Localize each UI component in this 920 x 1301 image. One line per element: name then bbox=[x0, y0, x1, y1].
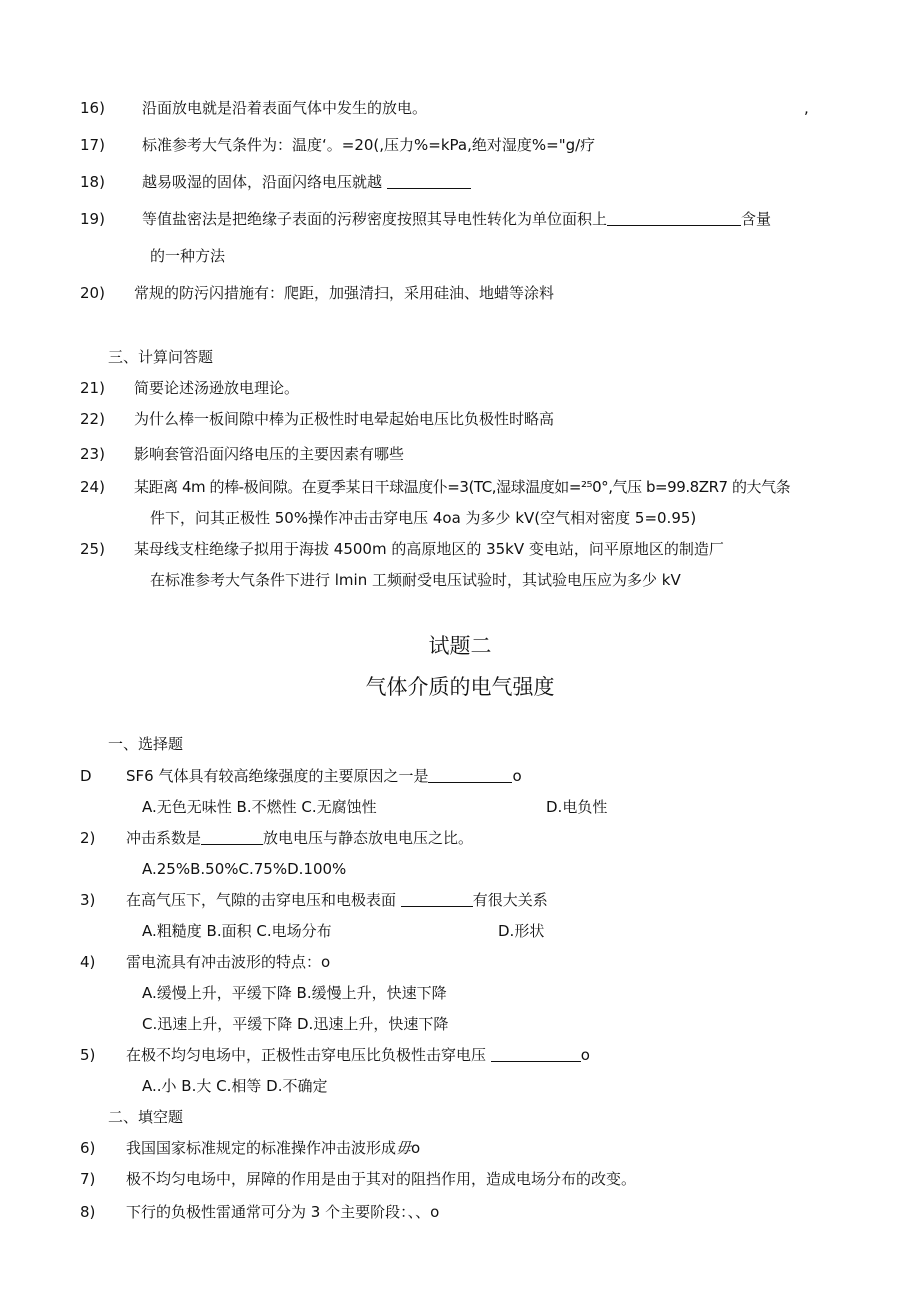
question-number: 7) bbox=[80, 1170, 96, 1188]
question-number: 16) bbox=[80, 99, 105, 117]
answer-blank bbox=[607, 211, 741, 226]
answer-blank bbox=[201, 830, 263, 845]
question-continuation: 件下，问其正极性 50%操作冲击击穿电压 4oa 为多少 kV(空气相对密度 5=0.95) bbox=[150, 509, 697, 527]
italic-glyph: 毋 bbox=[396, 1139, 412, 1157]
question-stem-end: o bbox=[411, 1139, 421, 1157]
question-text: 常规的防污闪措施有：爬距，加强清扫，采用硅油、地蜡等涂料 bbox=[134, 284, 555, 302]
question-stem: 在极不均匀电场中，正极性击穿电压比负极性击穿电压 bbox=[126, 1046, 487, 1064]
question-continuation: 在标准参考大气条件下进行 lmin 工频耐受电压试验时，其试验电压应为多少 kV bbox=[150, 571, 681, 589]
answer-option-d: D.形状 bbox=[498, 922, 545, 940]
question-stem: SF6 气体具有较高绝缘强度的主要原因之一是 bbox=[126, 767, 429, 785]
question-number: 22) bbox=[80, 410, 105, 428]
answer-options: A..小 B.大 C.相等 D.不确定 bbox=[142, 1077, 328, 1095]
question-text: 标准参考大气条件为：温度‘。=20(,压力%=kPa,绝对湿度%="g∕疗 bbox=[142, 136, 596, 154]
question-text bbox=[142, 209, 771, 229]
answer-options: A.粗糙度 B.面积 C.电场分布 bbox=[142, 922, 332, 940]
answer-options: C.迅速上升，平缓下降 D.迅速上升，快速下降 bbox=[142, 1015, 449, 1033]
stray-mark: , bbox=[804, 99, 809, 117]
section-heading: 二、填空题 bbox=[108, 1108, 184, 1126]
question-number: 6) bbox=[80, 1139, 96, 1157]
answer-options: A.无色无味性 B.不燃性 C.无腐蚀性 bbox=[142, 798, 377, 816]
answer-options: A.缓慢上升，平缓下降 B.缓慢上升，快速下降 bbox=[142, 984, 447, 1002]
question-stem-end: 有很大关系 bbox=[472, 891, 548, 909]
question-text: 某距离 4m 的棒-极间隙。在夏季某日干球温度仆=3(TC,湿球温度如=²⁵0°,气压 b=99.8ZR7 的大气条 bbox=[134, 478, 791, 496]
question-text: 沿面放电就是沿着表面气体中发生的放电。 bbox=[142, 99, 428, 117]
question-number: 17) bbox=[80, 136, 105, 154]
question-stem-end: o bbox=[512, 767, 522, 785]
question-number: 5) bbox=[80, 1046, 96, 1064]
question-number: 23) bbox=[80, 445, 105, 463]
question-text: 极不均匀电场中，屏障的作用是由于其对的阻挡作用，造成电场分布的改变。 bbox=[126, 1170, 637, 1188]
question-text: 雷电流具有冲击波形的特点：o bbox=[126, 953, 331, 971]
question-stem: 冲击系数是 bbox=[126, 829, 202, 847]
question-number: 2) bbox=[80, 829, 96, 847]
question-text bbox=[126, 1138, 420, 1158]
question-stem: 在高气压下，气隙的击穿电压和电极表面 bbox=[126, 891, 397, 909]
answer-blank bbox=[428, 768, 512, 783]
question-text: 简要论述汤逊放电理论。 bbox=[134, 379, 300, 397]
question-number: 24) bbox=[80, 478, 105, 496]
question-number: 4) bbox=[80, 953, 96, 971]
question-number: 18) bbox=[80, 173, 105, 191]
question-text: 下行的负极性雷通常可分为 3 个主要阶段：、、o bbox=[126, 1203, 440, 1221]
section-heading: 三、计算问答题 bbox=[108, 348, 214, 366]
question-text bbox=[126, 1045, 590, 1065]
question-number: 8) bbox=[80, 1203, 96, 1221]
question-number: 21) bbox=[80, 379, 105, 397]
question-text: 影响套管沿面闪络电压的主要因素有哪些 bbox=[134, 445, 405, 463]
question-number: 25) bbox=[80, 540, 105, 558]
question-text bbox=[126, 890, 548, 910]
question-stem-end: o bbox=[580, 1046, 590, 1064]
question-stem: 我国国家标准规定的标准操作冲击波形成 bbox=[126, 1139, 397, 1157]
answer-blank bbox=[491, 1047, 581, 1062]
question-number: 19) bbox=[80, 210, 105, 228]
question-text: 某母线支柱绝缘子拟用于海拔 4500m 的高原地区的 35kV 变电站，问平原地区的制造厂 bbox=[134, 540, 724, 558]
section-heading: 一、选择题 bbox=[108, 735, 184, 753]
question-text: 为什么棒一板间隙中棒为正极性时电晕起始电压比负极性时略高 bbox=[134, 410, 555, 428]
answer-options: A.25%B.50%C.75%D.100% bbox=[142, 860, 347, 878]
question-stem: 越易吸湿的固体，沿面闪络电压就越 bbox=[142, 173, 383, 191]
question-stem: 等值盐密法是把绝缘子表面的污秽密度按照其导电性转化为单位面积上 bbox=[142, 210, 608, 228]
answer-blank bbox=[401, 892, 473, 907]
exam-subtitle: 气体介质的电气强度 bbox=[365, 675, 555, 699]
question-number: D bbox=[80, 767, 92, 785]
answer-blank bbox=[387, 174, 471, 189]
question-number: 20) bbox=[80, 284, 105, 302]
answer-option-d: D.电负性 bbox=[546, 798, 608, 816]
question-text bbox=[142, 172, 471, 192]
question-text bbox=[126, 828, 473, 848]
question-text bbox=[126, 766, 522, 786]
question-number: 3) bbox=[80, 891, 96, 909]
exam-title: 试题二 bbox=[428, 634, 492, 658]
question-continuation: 的一种方法 bbox=[150, 247, 226, 265]
question-stem-end: 放电电压与静态放电电压之比。 bbox=[263, 829, 474, 847]
question-stem-end: 含量 bbox=[741, 210, 772, 228]
